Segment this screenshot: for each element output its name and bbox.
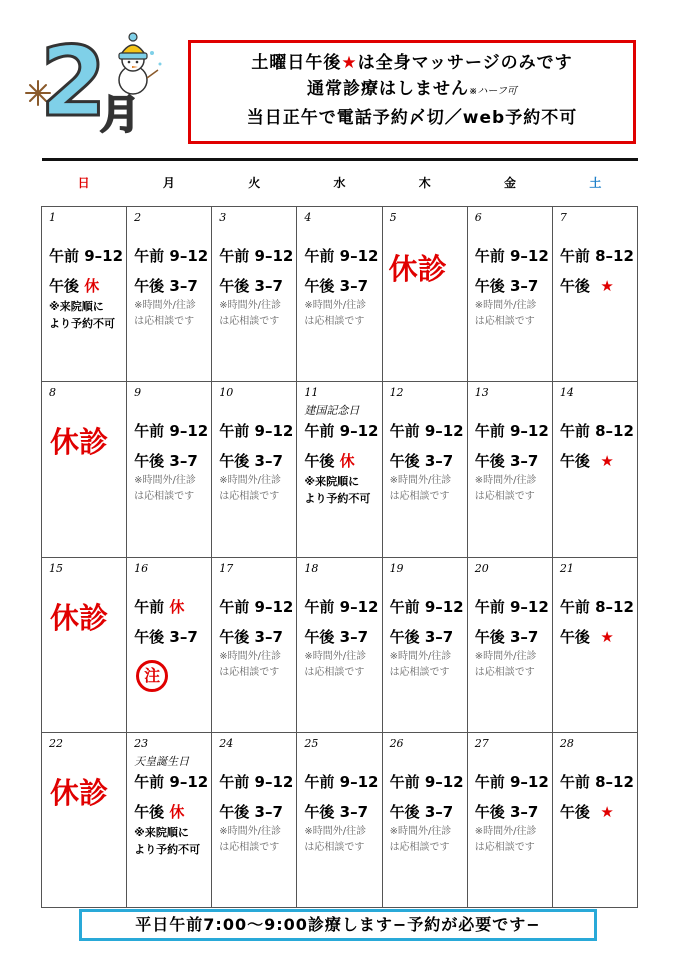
walkin-note: ※来院順に より予約不可 [304,475,371,506]
am-hours: 午前 8–12 [559,772,634,791]
notice-line-2-note: ※ハーフ可 [469,86,517,97]
am-hours: 午前 8–12 [559,597,634,616]
day-cell-5 [383,207,468,382]
day-number: 8 [49,386,56,400]
offhours-note: ※時間外/往診 は応相談です [219,825,282,853]
am-hours: 午前 9–12 [49,247,124,265]
pm-hours: 午後 3–7 [134,277,198,295]
day-number: 1 [49,211,56,224]
day-cell-2 [127,207,212,382]
day-cell-14 [553,382,638,557]
day-number: 7 [559,211,567,224]
day-number: 24 [219,736,234,750]
offhours-note: ※時間外/往診 は応相談です [474,650,537,678]
offhours-note: ※時間外/往診 は応相談です [474,825,537,853]
offhours-note: ※時間外/往診 は応相談です [219,650,282,678]
weekday-header [41,171,638,195]
offhours-note: ※時間外/往診 は応相談です [389,650,452,678]
am-hours: 午前 9–12 [134,772,209,791]
am-hours: 午前 9–12 [134,422,209,441]
day-cell-4 [297,207,382,382]
day-number: 28 [559,736,574,750]
offhours-note: ※時間外/往診 は応相談です [474,475,537,503]
day-number: 22 [49,736,63,750]
pm-hours: 午後 ★ [559,802,614,821]
offhours-note: ※時間外/往診 は応相談です [474,300,537,327]
offhours-note: ※時間外/往診 は応相談です [389,475,452,503]
day-number: 9 [134,386,142,400]
weekday-thu: 木 [418,176,431,190]
pm-hours: 午後 3–7 [304,277,369,295]
day-cell-27 [468,733,553,908]
notice-line-1-pre: 土曜日午後 [251,53,342,73]
weekday-sat: 土 [589,176,602,190]
pm-hours: 午後 3–7 [304,627,369,646]
closed-label: 休診 [50,425,109,460]
am-hours: 午前 9–12 [389,772,464,791]
offhours-note: ※時間外/往診 は応相談です [219,300,282,327]
pm-hours: 午後 休 [49,277,100,295]
offhours-note: ※時間外/往診 は応相談です [304,300,367,327]
am-hours: 午前 9–12 [304,247,379,265]
am-hours: 午前 9–12 [474,597,549,616]
footer-notice: 平日午前7:00～9:00診療します−予約が必要です− [79,909,597,941]
pm-hours: 午後 休 [134,802,185,821]
offhours-note: ※時間外/往診 は応相談です [389,825,452,853]
am-hours: 午前 9–12 [134,247,209,265]
snowman-icon [119,33,162,94]
pm-hours: 午後 3–7 [474,277,539,295]
weekday-fri: 金 [504,176,517,190]
month-suffix: 月 [100,92,140,138]
day-number: 5 [389,211,397,224]
closed-label: 休診 [50,600,109,635]
day-number: 23 [134,736,149,750]
pm-hours: 午後 ★ [559,277,614,295]
day-cell-28 [553,733,638,908]
day-cell-19 [383,558,468,733]
pm-hours: 午後 3–7 [474,452,539,471]
pm-hours: 午後 3–7 [219,452,283,471]
day-cell-13 [468,382,553,557]
day-cell-22 [42,733,127,908]
day-cell-17 [212,558,297,733]
day-cell-26 [383,733,468,908]
notice-line-1 [191,50,633,76]
calendar-grid [41,206,638,908]
star-icon: ★ [341,53,358,73]
am-hours: 午前 9–12 [474,772,549,791]
day-cell-9 [127,382,212,557]
pm-hours: 午後 3–7 [219,802,283,821]
day-cell-15 [42,558,127,733]
am-hours: 午前 9–12 [304,772,379,791]
pm-hours: 午後 3–7 [389,627,454,646]
am-hours: 午前 9–12 [389,597,464,616]
star-icon: ★ [600,452,614,471]
day-cell-25 [297,733,382,908]
closed-label: 休診 [388,252,447,286]
day-number: 25 [304,736,319,750]
am-hours: 午前 8–12 [559,422,634,441]
day-number: 4 [304,211,312,224]
notice-line-3: 当日正午で電話予約〆切／web予約不可 [246,108,578,128]
pm-hours: 午後 ★ [559,452,614,471]
day-number: 18 [304,561,319,575]
day-number: 20 [474,561,489,575]
am-hours: 午前 9–12 [219,422,294,441]
month-number: 2 [40,26,107,138]
am-hours: 午前 9–12 [304,597,379,616]
pm-hours: 午後 3–7 [134,452,198,471]
weekday-wed: 水 [333,176,346,190]
day-number: 3 [219,211,227,224]
day-cell-16 [127,558,212,733]
day-number: 27 [474,736,489,750]
closed-label: 休診 [50,775,109,810]
weekday-tue: 火 [248,176,261,190]
day-cell-3 [212,207,297,382]
pm-hours: 午後 ★ [559,627,614,646]
pm-hours: 午後 休 [304,452,355,471]
weekday-sun: 日 [77,176,90,190]
month-logo [20,28,170,146]
pm-hours: 午後 3–7 [134,627,198,646]
day-cell-24 [212,733,297,908]
pm-hours: 午後 3–7 [219,277,283,295]
day-cell-18 [297,558,382,733]
am-hours: 午前 9–12 [219,247,294,265]
notice-box [188,40,636,144]
offhours-note: ※時間外/往診 は応相談です [304,825,367,853]
day-number: 26 [389,736,404,750]
header-divider [42,158,638,161]
notice-line-2-text: 通常診療はしません [307,79,470,99]
star-icon: ★ [600,802,614,821]
day-number: 13 [474,386,489,400]
day-cell-6 [468,207,553,382]
day-cell-1 [42,207,127,382]
day-number: 15 [49,561,63,575]
am-hours: 午前 休 [134,597,185,616]
star-icon: ★ [600,277,614,295]
pm-hours: 午後 3–7 [474,627,539,646]
day-cell-10 [212,382,297,557]
am-hours: 午前 9–12 [389,422,464,441]
offhours-note: ※時間外/往診 は応相談です [134,475,196,503]
caution-icon: 注 [136,660,168,692]
day-number: 21 [559,561,574,575]
walkin-note: ※来院順に より予約不可 [49,300,115,330]
star-icon: ★ [600,627,614,646]
day-cell-12 [383,382,468,557]
day-number: 16 [134,561,149,575]
pm-hours: 午後 3–7 [219,627,283,646]
holiday-name: 天皇誕生日 [134,754,190,768]
am-hours: 午前 9–12 [474,422,549,441]
day-number: 19 [389,561,404,575]
am-hours: 午前 9–12 [304,422,379,441]
day-cell-20 [468,558,553,733]
day-number: 12 [389,386,404,400]
day-number: 2 [134,211,142,224]
holiday-name: 建国記念日 [304,404,360,418]
day-cell-8 [42,382,127,557]
am-hours: 午前 8–12 [559,247,634,265]
pm-hours: 午後 3–7 [304,802,369,821]
am-hours: 午前 9–12 [474,247,549,265]
offhours-note: ※時間外/往診 は応相談です [304,650,367,678]
day-cell-21 [553,558,638,733]
day-cell-11 [297,382,382,557]
pm-hours: 午後 3–7 [389,802,454,821]
offhours-note: ※時間外/往診 は応相談です [219,475,282,503]
offhours-note: ※時間外/往診 は応相談です [134,300,196,327]
walkin-note: ※来院順に より予約不可 [134,825,201,856]
day-cell-23 [127,733,212,908]
day-number: 14 [559,386,574,400]
pm-hours: 午後 3–7 [474,802,539,821]
day-number: 17 [219,561,234,575]
day-number: 6 [474,211,482,224]
am-hours: 午前 9–12 [219,772,294,791]
day-number: 10 [219,386,234,400]
weekday-mon: 月 [162,176,175,190]
day-cell-7 [553,207,638,382]
day-number: 11 [304,386,319,400]
notice-line-1-post: は全身マッサージのみです [357,53,573,73]
am-hours: 午前 9–12 [219,597,294,616]
pm-hours: 午後 3–7 [389,452,454,471]
notice-line-2 [191,76,633,105]
